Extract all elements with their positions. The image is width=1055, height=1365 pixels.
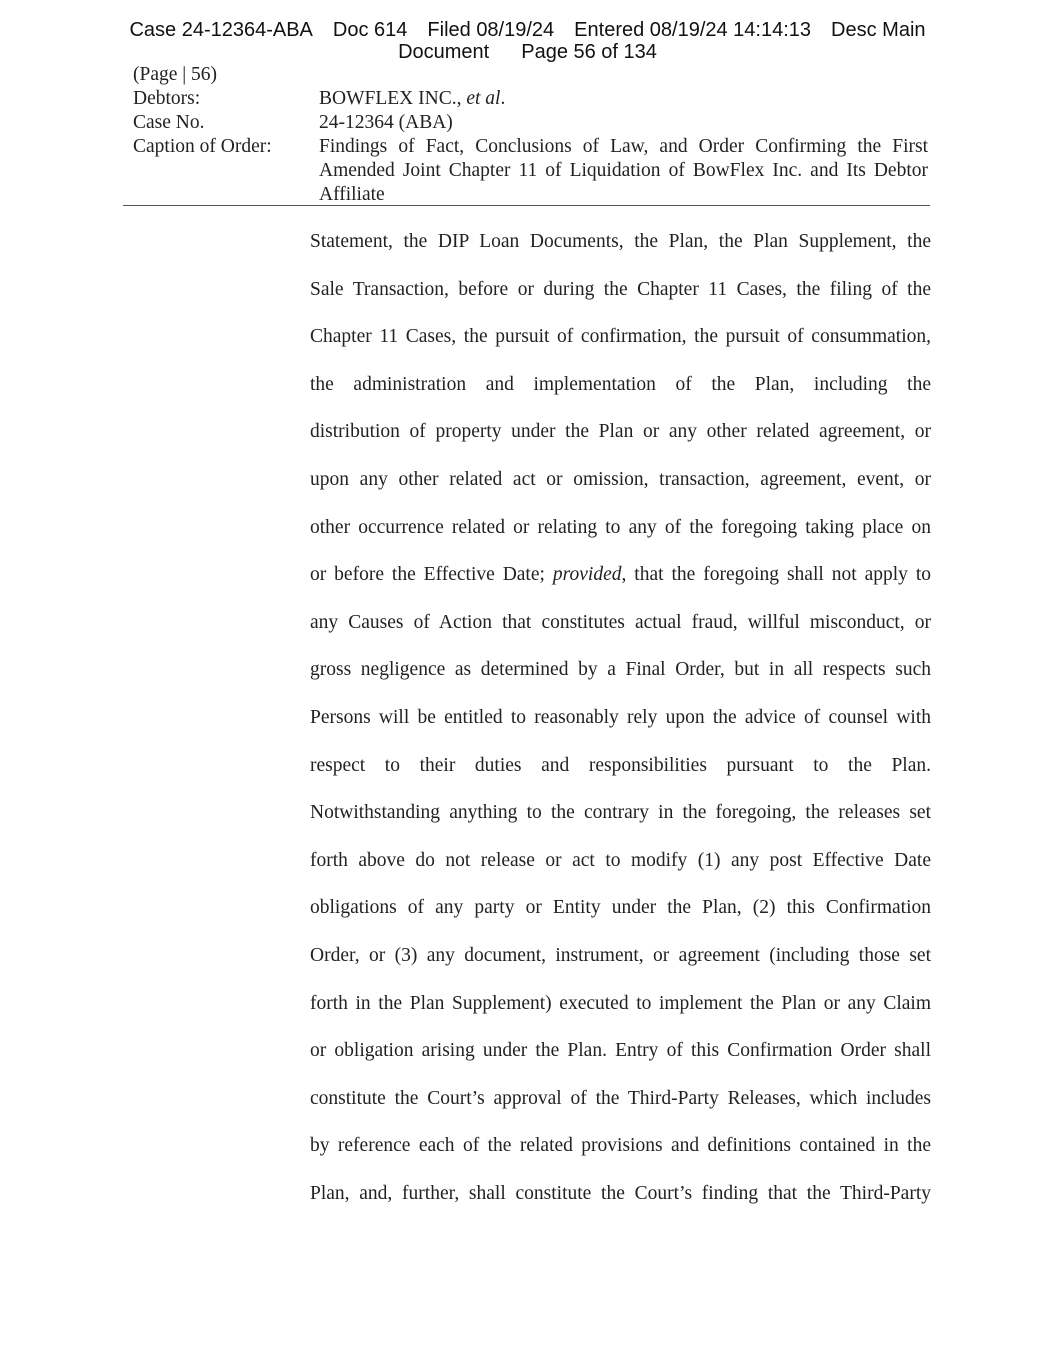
body-line: Order, or (3) any document, instrument, or agreement (including those set xyxy=(310,944,931,966)
debtors-label: Debtors: xyxy=(133,88,201,109)
case-number-label: Case No. xyxy=(133,112,205,133)
case-number-value: 24-12364 (ABA) xyxy=(319,112,453,133)
ecf-header-line-1 xyxy=(0,19,1055,41)
page-count-stamp: Page 56 of 134 xyxy=(521,41,657,63)
body-line: by reference each of the related provisions and definitions contained in the xyxy=(310,1135,931,1157)
body-line: constitute the Court’s approval of the Third-Party Releases, which includes xyxy=(310,1087,931,1109)
body-line: gross negligence as determined by a Final Order, but in all respects such xyxy=(310,659,931,681)
desc-stamp: Desc Main xyxy=(831,19,926,41)
body-line: the administration and implementation of the Plan, including the xyxy=(310,373,931,395)
order-body-text xyxy=(310,218,931,1217)
caption-of-order-label: Caption of Order: xyxy=(133,136,272,157)
body-line-provided xyxy=(310,551,931,599)
debtors-name: BOWFLEX INC., xyxy=(319,88,462,109)
caption-of-order-line-1: Findings of Fact, Conclusions of Law, and Order Confirming the First xyxy=(319,136,928,157)
caption-case-row xyxy=(133,111,928,135)
body-line: upon any other related act or omission, transaction, agreement, event, or xyxy=(310,468,931,490)
caption-of-order-value xyxy=(319,135,928,207)
case-number-stamp: Case 24-12364-ABA xyxy=(129,19,313,41)
debtors-value xyxy=(319,87,928,111)
entered-date-stamp: Entered 08/19/24 14:14:13 xyxy=(574,19,812,41)
body-line: forth above do not release or act to modify (1) any post Effective Date xyxy=(310,849,931,871)
body-line: forth in the Plan Supplement) executed to implement the Plan or any Claim xyxy=(310,992,931,1014)
caption-of-order-line-2: Amended Joint Chapter 11 of Liquidation of BowFlex Inc. and Its Debtor xyxy=(319,160,928,181)
caption-debtors-row xyxy=(133,87,928,111)
document-stamp: Document xyxy=(398,41,490,63)
body-line: Sale Transaction, before or during the Chapter 11 Cases, the filing of the xyxy=(310,278,931,300)
body-line: or obligation arising under the Plan. Entry of this Confirmation Order shall xyxy=(310,1040,931,1062)
body-line: distribution of property under the Plan or any other related agreement, or xyxy=(310,421,931,443)
body-line-8-after: , that the foregoing shall not apply to xyxy=(621,564,931,586)
filed-date-stamp: Filed 08/19/24 xyxy=(427,19,555,41)
body-line: Statement, the DIP Loan Documents, the Plan, the Plan Supplement, the xyxy=(310,231,931,252)
body-line: Chapter 11 Cases, the pursuit of confirmation, the pursuit of consummation, xyxy=(310,326,931,348)
debtors-period: . xyxy=(500,88,506,109)
caption-page-row xyxy=(133,63,928,87)
caption-page-ref: (Page | 56) xyxy=(133,64,218,85)
caption-order-row xyxy=(133,135,928,207)
body-line-8-before: or before the Effective Date; xyxy=(310,564,545,586)
caption-divider xyxy=(123,205,930,206)
body-line: other occurrence related or relating to any of the foregoing taking place on xyxy=(310,516,931,538)
order-caption xyxy=(133,63,928,207)
doc-number-stamp: Doc 614 xyxy=(332,19,408,41)
body-line: Notwithstanding anything to the contrary in the foregoing, the releases set xyxy=(310,802,931,824)
provided-italic: provided xyxy=(552,564,622,586)
body-line: any Causes of Action that constitutes actual fraud, willful misconduct, or xyxy=(310,611,931,633)
body-line: Persons will be entitled to reasonably rely upon the advice of counsel with xyxy=(310,706,931,728)
ecf-header-stamp xyxy=(0,19,1055,63)
body-line: respect to their duties and responsibilities pursuant to the Plan. xyxy=(310,754,931,776)
ecf-header-line-2 xyxy=(0,41,1055,63)
body-line: Plan, and, further, shall constitute the Court’s finding that the Third-Party xyxy=(310,1182,931,1204)
caption-of-order-line-3: Affiliate xyxy=(319,184,385,205)
body-line: obligations of any party or Entity under the Plan, (2) this Confirmation xyxy=(310,897,931,919)
debtors-et-al: et al xyxy=(466,88,501,109)
